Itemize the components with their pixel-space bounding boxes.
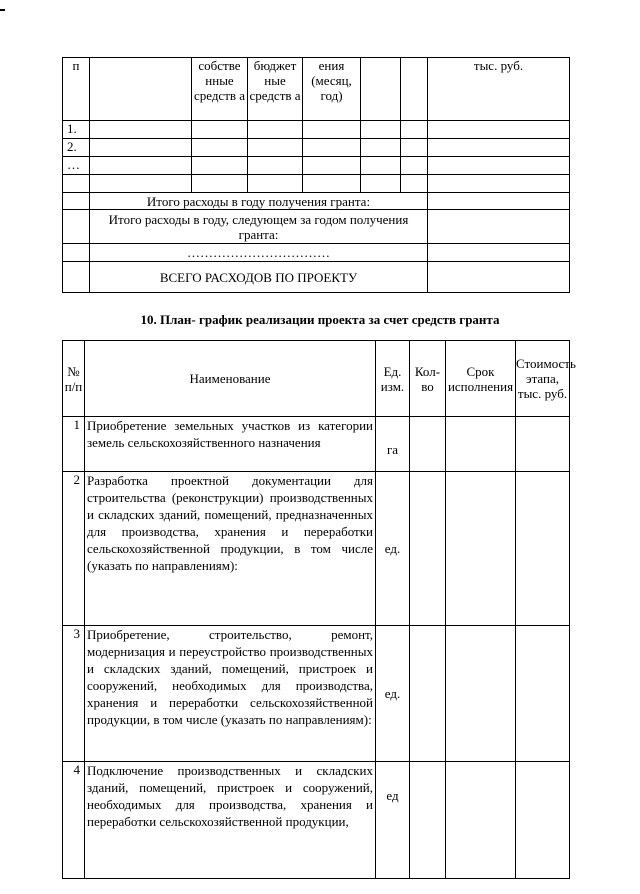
header-unit: Ед. изм.	[376, 341, 410, 417]
plan-table	[62, 340, 576, 879]
section-title: 10. План- график реализации проекта за счет средств гранта	[140, 312, 500, 327]
budget-header-row	[63, 58, 570, 121]
table-row	[63, 472, 570, 626]
row-number: 2.	[63, 139, 90, 157]
row-unit: ед.	[376, 472, 410, 626]
header-num: № п/п	[63, 341, 85, 417]
header-cost: Стоимость этапа, тыс. руб.	[516, 341, 570, 417]
total-next-year-row	[63, 210, 570, 244]
row-unit: ед	[376, 762, 410, 879]
row-number: 1.	[63, 121, 90, 139]
table-row	[63, 157, 570, 175]
dots-row	[63, 244, 570, 262]
dots-label: ……………………………	[90, 244, 428, 262]
row-name: Приобретение земельных участков из категории земель сельскохозяйственного назначения	[85, 417, 376, 472]
row-name: Приобретение, строительство, ремонт, модернизация и переустройство производственных и складских зданий, помещений, пристроек и сооружений, необходимых для производства, хранения и переработки сельскохозяйственной продукции, в том числе (указать по направлениям):	[85, 626, 376, 762]
header-name: Наименование	[85, 341, 376, 417]
scan-mark	[0, 9, 5, 11]
header-qty: Кол-во	[410, 341, 446, 417]
table-row	[63, 626, 570, 762]
row-number: 3	[63, 626, 85, 762]
row-unit: га	[376, 417, 410, 472]
budget-header-cell: п	[63, 58, 90, 121]
budget-header-cell	[401, 58, 428, 121]
budget-header-cell: ения (месяц, год)	[303, 58, 361, 121]
grand-total-row	[63, 262, 570, 293]
table-row	[63, 762, 570, 879]
budget-header-cell	[361, 58, 401, 121]
plan-header-row	[63, 341, 570, 417]
budget-header-cell	[90, 58, 192, 121]
table-row	[63, 121, 570, 139]
grand-total-label: ВСЕГО РАСХОДОВ ПО ПРОЕКТУ	[90, 262, 428, 293]
budget-header-cell: бюджет ные средств а	[248, 58, 303, 121]
table-row	[63, 139, 570, 157]
total-next-year-label: Итого расходы в году, следующем за годом получения гранта:	[90, 210, 428, 244]
total-year-row	[63, 193, 570, 210]
budget-table	[62, 57, 570, 293]
budget-header-cell: тыс. руб.	[428, 58, 570, 121]
header-term: Срок исполнения	[446, 341, 516, 417]
row-name: Разработка проектной документации для строительства (реконструкции) производственных и складских зданий, помещений, предназначенных для производства, хранения и переработки сельскохозяйственной продукции, в том числе (указать по направлениям):	[85, 472, 376, 626]
budget-header-cell: собстве нные средств а	[192, 58, 248, 121]
row-unit: ед.	[376, 626, 410, 762]
total-year-label: Итого расходы в году получения гранта:	[90, 193, 428, 210]
row-number: 1	[63, 417, 85, 472]
table-row	[63, 417, 570, 472]
row-number: 2	[63, 472, 85, 626]
row-number: …	[63, 157, 90, 175]
table-row	[63, 175, 570, 193]
row-name: Подключение производственных и складских зданий, помещений, пристроек и сооружений, необходимых для производства, хранения и переработки сельскохозяйственной продукции,	[85, 762, 376, 879]
row-number: 4	[63, 762, 85, 879]
